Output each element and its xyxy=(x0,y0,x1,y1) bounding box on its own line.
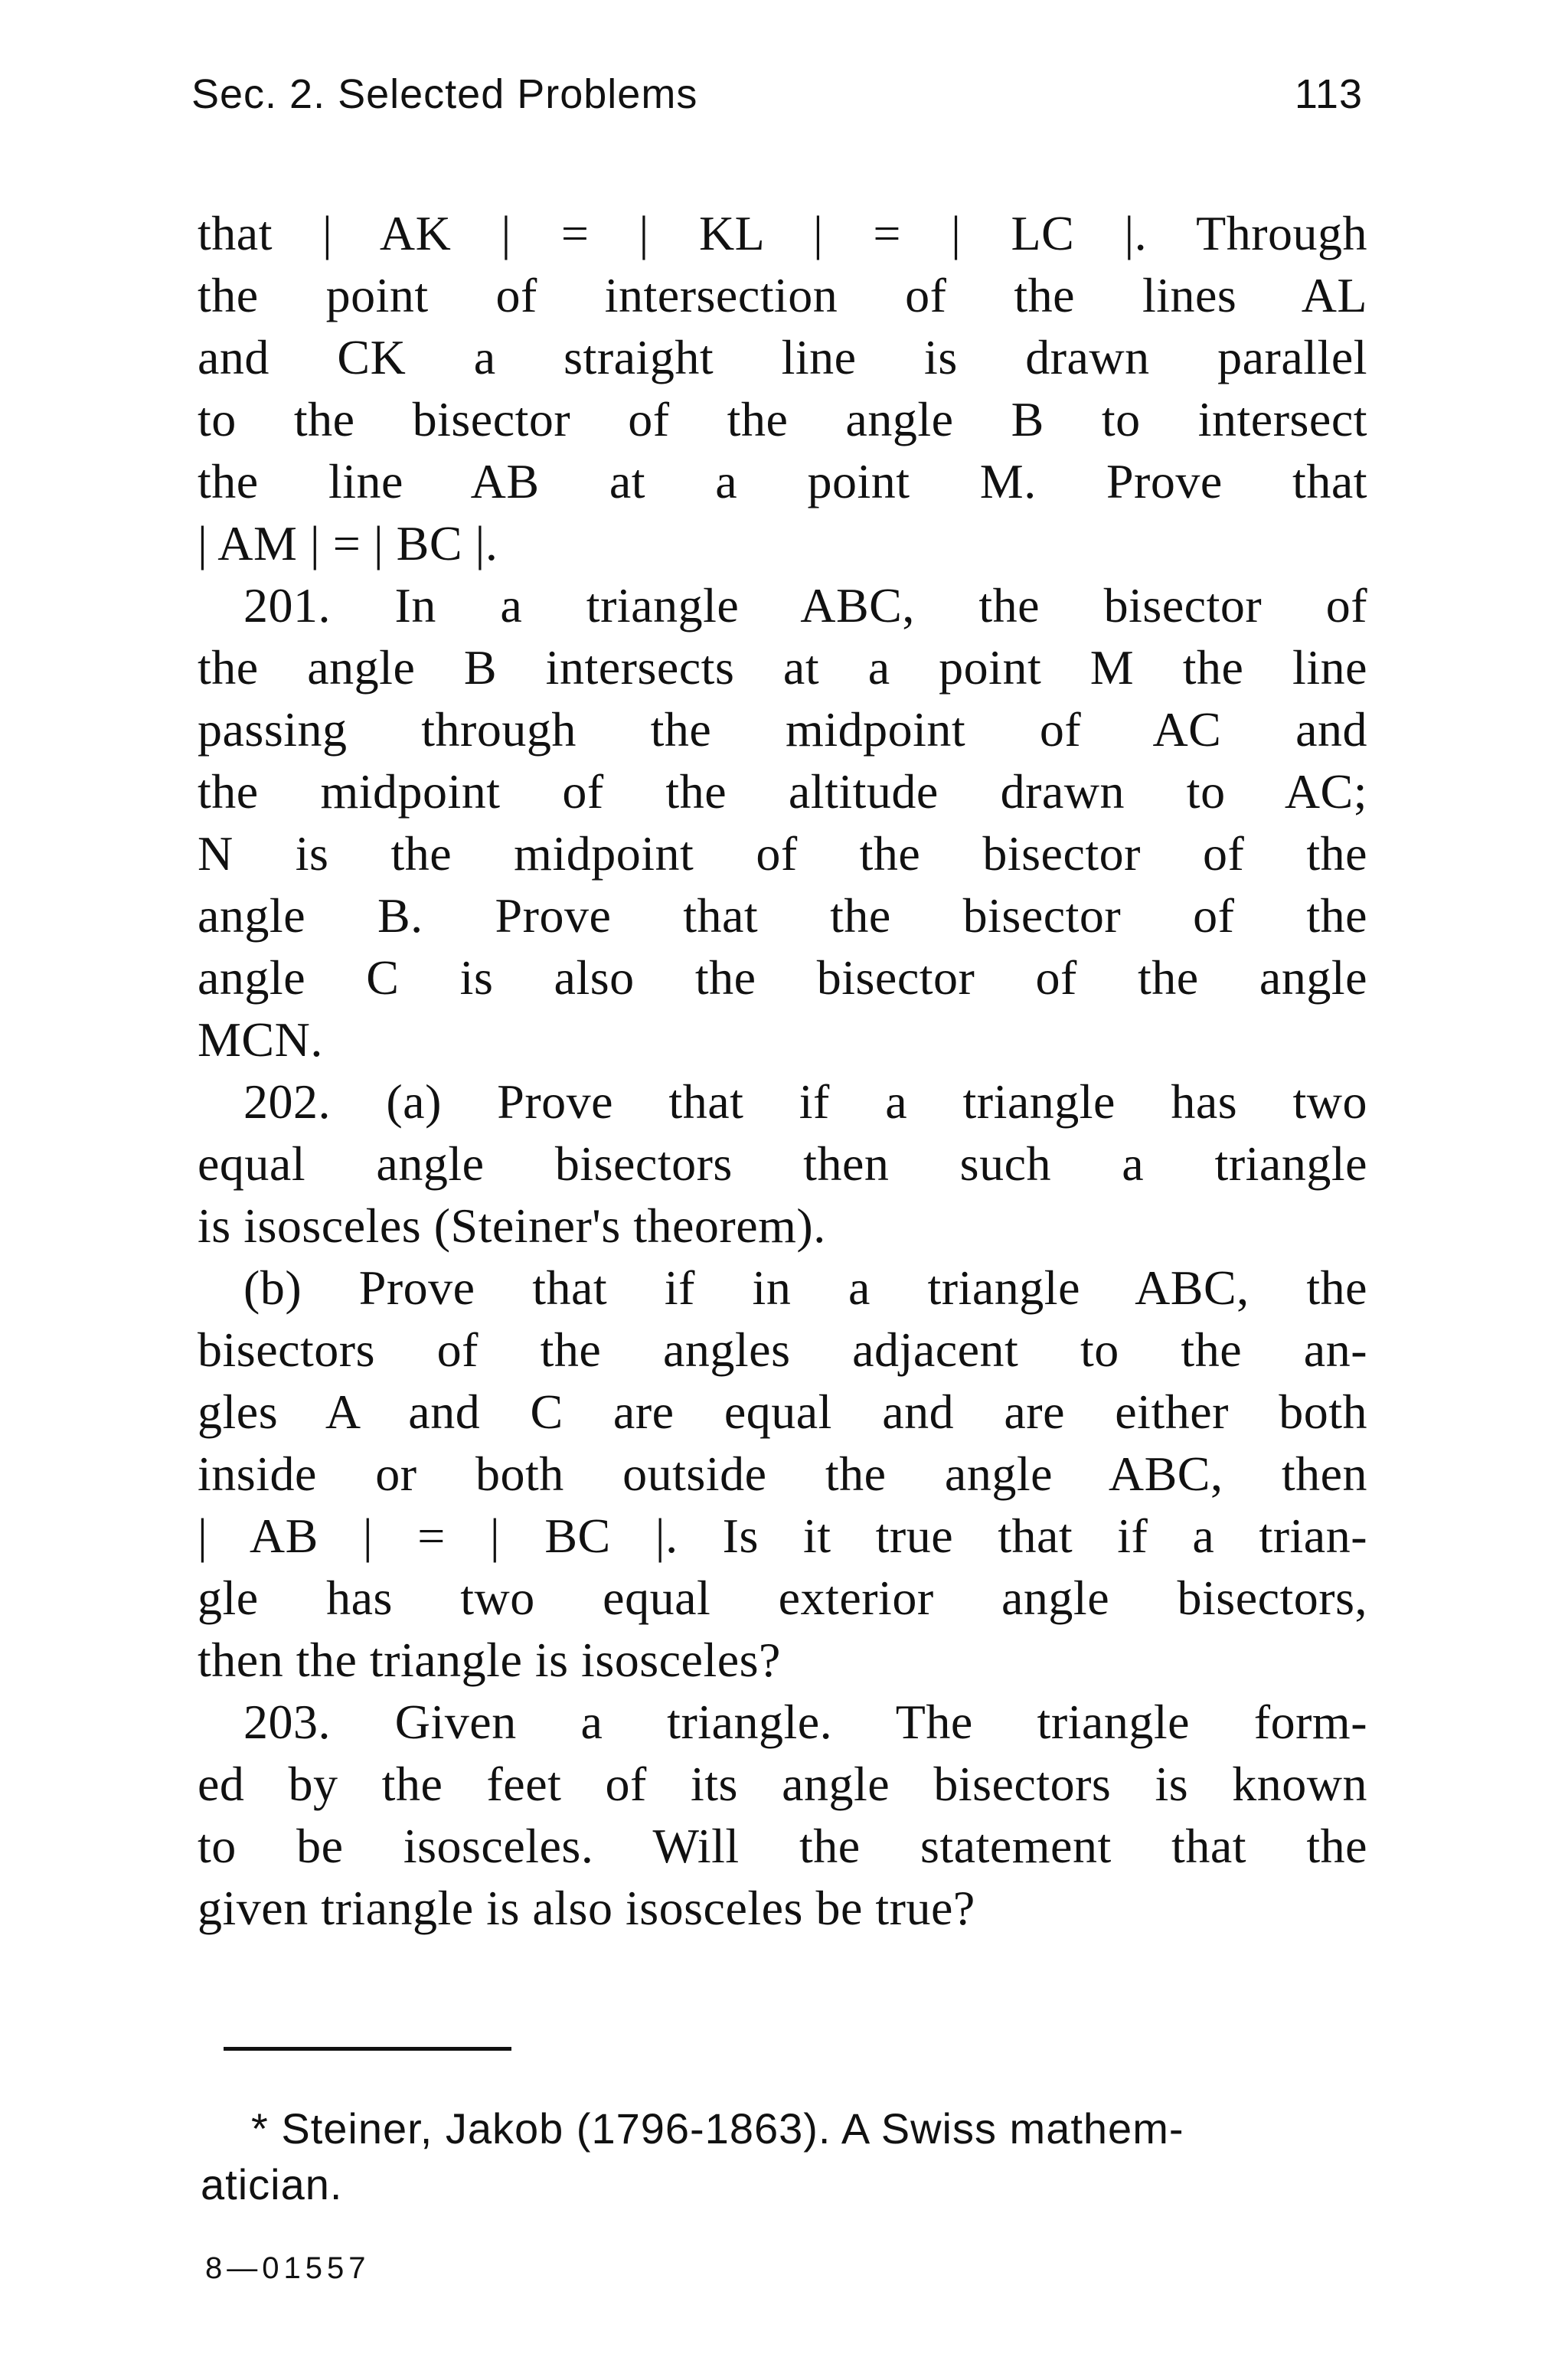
text-line: to the bisector of the angle B to intersect xyxy=(198,392,1367,446)
text-line: and CK a straight line is drawn parallel xyxy=(198,330,1367,384)
problem-203-start: 203. Given a triangle. The triangle form- xyxy=(243,1695,1367,1749)
text-line: to be isosceles. Will the statement that the xyxy=(198,1819,1367,1873)
text-line: then the triangle is isosceles? xyxy=(198,1633,781,1687)
text-line: gle has two equal exterior angle bisectors, xyxy=(198,1571,1367,1625)
printer-signature: 8—01557 xyxy=(205,2251,371,2285)
text-line: | AM | = | BC |. xyxy=(198,516,498,570)
text-line: that | AK | = | KL | = | LC |. Through xyxy=(198,206,1367,260)
problem-202-start: 202. (a) Prove that if a triangle has two xyxy=(243,1074,1367,1129)
problem-202b-start: (b) Prove that if in a triangle ABC, the xyxy=(243,1260,1367,1315)
problem-201-start: 201. In a triangle ABC, the bisector of xyxy=(243,578,1367,633)
text-line: passing through the midpoint of AC and xyxy=(198,702,1367,757)
running-header xyxy=(191,70,1363,132)
text-line: ed by the feet of its angle bisectors is known xyxy=(198,1757,1367,1811)
text-line: the midpoint of the altitude drawn to AC; xyxy=(198,764,1367,819)
text-line: angle C is also the bisector of the angle xyxy=(198,950,1367,1005)
footnote-divider xyxy=(224,2047,511,2051)
text-line: the angle B intersects at a point M the line xyxy=(198,640,1367,695)
text-line: the point of intersection of the lines AL xyxy=(198,268,1367,322)
text-line: angle B. Prove that the bisector of the xyxy=(198,888,1367,943)
text-line: | AB | = | BC |. Is it true that if a trian- xyxy=(198,1509,1367,1563)
page-number: 113 xyxy=(1294,71,1363,117)
footnote-line: atician. xyxy=(201,2160,343,2208)
text-line: gles A and C are equal and are either both xyxy=(198,1385,1367,1439)
text-line: N is the midpoint of the bisector of the xyxy=(198,826,1367,881)
section-title: Sec. 2. Selected Problems xyxy=(191,71,698,117)
text-line: MCN. xyxy=(198,1012,323,1067)
text-line: is isosceles (Steiner's theorem). xyxy=(198,1198,826,1253)
text-line: inside or both outside the angle ABC, then xyxy=(198,1447,1367,1501)
text-line: bisectors of the angles adjacent to the an- xyxy=(198,1322,1367,1377)
text-line: given triangle is also isosceles be true? xyxy=(198,1881,975,1935)
text-line: equal angle bisectors then such a triangle xyxy=(198,1136,1367,1191)
footnote-line: * Steiner, Jakob (1796-1863). A Swiss mathem- xyxy=(251,2104,1184,2153)
text-line: the line AB at a point M. Prove that xyxy=(198,454,1367,508)
